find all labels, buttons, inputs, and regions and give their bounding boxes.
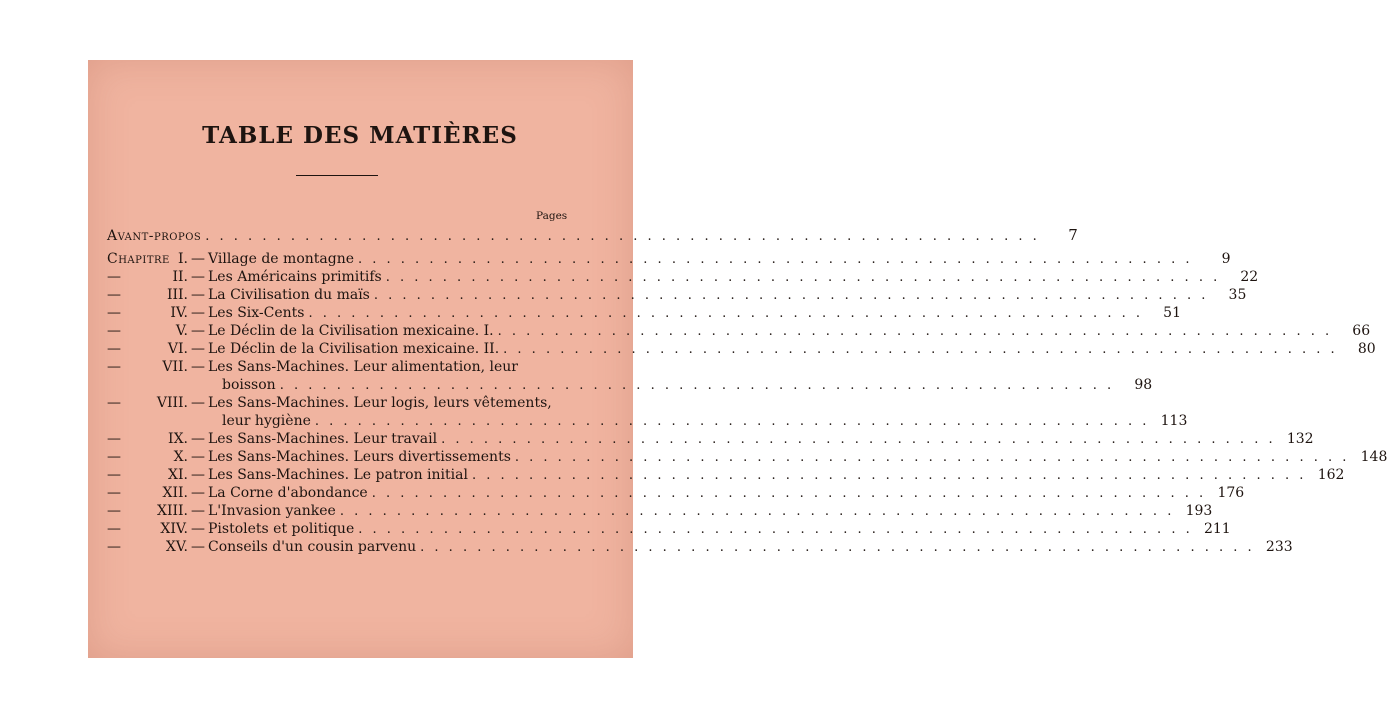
toc-entry-chapter	[107, 484, 1245, 502]
chapter-page: 80	[1357, 341, 1376, 357]
chapter-title-continued: boisson	[222, 377, 276, 393]
chapter-page: 211	[1203, 521, 1231, 537]
leader-dots: . . . . . . . . . . . . . . . . . . . . . . . . . . . . . . . . . . . . . . . . . . . . . . . . . . . . . . . . . . .	[373, 288, 1209, 303]
leader-dots: . . . . . . . . . . . . . . . . . . . . . . . . . . . . . . . . . . . . . . . . . . . . . . . . . . . . . . . . . . .	[308, 306, 1143, 321]
leader-dots: . . . . . . . . . . . . . . . . . . . . . . . . . . . . . . . . . . . . . . . . . . . . . . . . . . . . . . . . . . .	[371, 486, 1207, 501]
title-divider	[296, 175, 378, 176]
toc-entry-chapter	[107, 340, 1376, 358]
chapter-title: Les Sans-Machines. Leur travail	[208, 431, 438, 447]
chapter-title: Conseils d'un cousin parvenu	[208, 539, 417, 555]
chapter-title: Les Sans-Machines. Leurs divertissements	[208, 449, 511, 465]
chapter-title-continued: leur hygiène	[222, 413, 311, 429]
toc-entry-chapter	[107, 538, 1293, 556]
leading-dash: —	[107, 503, 121, 519]
toc-entry-chapter	[107, 502, 1213, 520]
toc-entry-chapter	[107, 322, 1371, 340]
toc-entry-avant-propos	[107, 226, 1078, 244]
chapter-page: 233	[1265, 539, 1293, 555]
chapter-number: XI.	[168, 467, 188, 483]
chapter-number: VIII.	[156, 395, 188, 411]
chapter-number: V.	[175, 323, 188, 339]
pages-column-header: Pages	[536, 210, 568, 222]
chapter-page: 35	[1228, 287, 1247, 303]
chapter-title: La Civilisation du maïs	[208, 287, 370, 303]
chapter-page: 113	[1160, 413, 1188, 429]
chapter-page: 51	[1163, 305, 1181, 321]
chapter-page: 162	[1317, 467, 1345, 483]
chapter-number: XV.	[165, 539, 188, 555]
avant-propos-page: 7	[1068, 226, 1078, 244]
chapter-page: 9	[1221, 251, 1231, 267]
chapter-title: Village de montagne	[208, 251, 354, 267]
em-dash: —	[191, 485, 205, 501]
chapter-title: Les Sans-Machines. Leur logis, leurs vêtements,	[208, 395, 552, 411]
em-dash: —	[191, 467, 205, 483]
chapter-number: I.	[178, 251, 188, 267]
chapter-title: Le Déclin de la Civilisation mexicaine. II.	[208, 341, 500, 357]
chapter-page: 176	[1217, 485, 1245, 501]
chapter-number: X.	[173, 449, 188, 465]
chapitre-label: Chapitre	[107, 251, 170, 267]
leading-dash: —	[107, 341, 121, 357]
chapter-page: 148	[1360, 449, 1387, 465]
em-dash: —	[191, 269, 205, 285]
leading-dash: —	[107, 431, 121, 447]
leader-dots: . . . . . . . . . . . . . . . . . . . . . . . . . . . . . . . . . . . . . . . . . . . . . . . . . . . . . . . . . . .	[471, 468, 1307, 483]
toc-entry-chapter	[107, 430, 1314, 448]
em-dash: —	[191, 449, 205, 465]
leader-dots: . . . . . . . . . . . . . . . . . . . . . . . . . . . . . . . . . . . . . . . . . . . . . . . . . . . . . . . . . . .	[497, 324, 1333, 339]
chapter-page: 98	[1134, 377, 1153, 393]
chapter-number: VI.	[167, 341, 188, 357]
leading-dash: —	[107, 287, 121, 303]
toc-entry-chapter	[107, 394, 1188, 430]
chapter-title: Pistolets et politique	[208, 521, 355, 537]
em-dash: —	[191, 521, 205, 537]
leader-dots: . . . . . . . . . . . . . . . . . . . . . . . . . . . . . . . . . . . . . . . . . . . . . . . . . . . . . . . . . . .	[279, 378, 1115, 393]
em-dash: —	[191, 359, 205, 375]
chapter-number: VII.	[162, 359, 188, 375]
chapter-page: 66	[1352, 323, 1371, 339]
leader-dots: . . . . . . . . . . . . . . . . . . . . . . . . . . . . . . . . . . . . . . . . . . . . . . . . . . . . . . . . . . .	[514, 450, 1350, 465]
leading-dash: —	[107, 359, 121, 375]
chapter-number: II.	[172, 269, 188, 285]
em-dash: —	[191, 323, 205, 339]
leading-dash: —	[107, 305, 121, 321]
toc-entry-chapter	[107, 448, 1387, 466]
leading-dash: —	[107, 467, 121, 483]
leader-dots: . . . . . . . . . . . . . . . . . . . . . . . . . . . . . . . . . . . . . . . . . . . . . . . . . . . . . . . . . . .	[420, 540, 1255, 555]
leading-dash: —	[107, 395, 121, 411]
toc-entry-chapter	[107, 286, 1247, 304]
leader-dots: . . . . . . . . . . . . . . . . . . . . . . . . . . . . . . . . . . . . . . . . . . . . . . . . . . . . . . . . . . .	[339, 504, 1175, 519]
table-of-contents	[107, 226, 1387, 556]
chapter-title: Les Six-Cents	[208, 305, 305, 321]
chapter-page: 193	[1185, 503, 1213, 519]
leader-dots: . . . . . . . . . . . . . . . . . . . . . . . . . . . . . . . . . . . . . . . . . . . . . . . . . . . . . . . . . . .	[503, 342, 1338, 357]
chapter-title: Les Américains primitifs	[208, 269, 382, 285]
em-dash: —	[191, 251, 205, 267]
chapter-title: L'Invasion yankee	[208, 503, 336, 519]
chapter-title: Le Déclin de la Civilisation mexicaine. I.	[208, 323, 494, 339]
chapter-number: IX.	[168, 431, 188, 447]
em-dash: —	[191, 305, 205, 321]
em-dash: —	[191, 395, 205, 411]
leader-dots: . . . . . . . . . . . . . . . . . . . . . . . . . . . . . . . . . . . . . . . . . . . . . . . . . . . . . . . . . . .	[358, 252, 1193, 267]
leading-dash: —	[107, 323, 121, 339]
chapter-title: La Corne d'abondance	[208, 485, 368, 501]
leading-dash: —	[107, 539, 121, 555]
toc-entry-chapter	[107, 304, 1181, 322]
leading-dash: —	[107, 269, 121, 285]
leader-dots: . . . . . . . . . . . . . . . . . . . . . . . . . . . . . . . . . . . . . . . . . . . . . . . . . . . . . . . . . . .	[205, 229, 1040, 244]
leader-dots: . . . . . . . . . . . . . . . . . . . . . . . . . . . . . . . . . . . . . . . . . . . . . . . . . . . . . . . . . . .	[385, 270, 1221, 285]
toc-entry-chapter	[107, 466, 1345, 484]
chapter-number: XIII.	[156, 503, 188, 519]
chapter-list	[107, 250, 1387, 556]
chapter-number: XIV.	[160, 521, 188, 537]
chapter-title: Les Sans-Machines. Leur alimentation, leur	[208, 359, 519, 375]
toc-entry-chapter	[107, 268, 1259, 286]
toc-entry-chapter	[107, 358, 1153, 394]
leading-dash: —	[107, 485, 121, 501]
leading-dash: —	[107, 449, 121, 465]
em-dash: —	[191, 341, 205, 357]
chapter-number: III.	[166, 287, 188, 303]
em-dash: —	[191, 431, 205, 447]
leader-dots: . . . . . . . . . . . . . . . . . . . . . . . . . . . . . . . . . . . . . . . . . . . . . . . . . . . . . . . . . . .	[441, 432, 1276, 447]
em-dash: —	[191, 503, 205, 519]
toc-entry-chapter	[107, 520, 1231, 538]
chapter-number: IV.	[170, 305, 188, 321]
chapter-title: Les Sans-Machines. Le patron initial	[208, 467, 468, 483]
chapter-page: 22	[1240, 269, 1259, 285]
em-dash: —	[191, 539, 205, 555]
leader-dots: . . . . . . . . . . . . . . . . . . . . . . . . . . . . . . . . . . . . . . . . . . . . . . . . . . . . . . . . . . .	[358, 522, 1193, 537]
page-title: TABLE DES MATIÈRES	[202, 122, 518, 149]
avant-propos-label: Avant-propos	[107, 228, 202, 244]
chapter-number: XII.	[162, 485, 188, 501]
chapter-page: 132	[1286, 431, 1314, 447]
toc-entry-chapter	[107, 250, 1231, 268]
leader-dots: . . . . . . . . . . . . . . . . . . . . . . . . . . . . . . . . . . . . . . . . . . . . . . . . . . . . . . . . . . .	[314, 414, 1150, 429]
leading-dash: —	[107, 521, 121, 537]
em-dash: —	[191, 287, 205, 303]
